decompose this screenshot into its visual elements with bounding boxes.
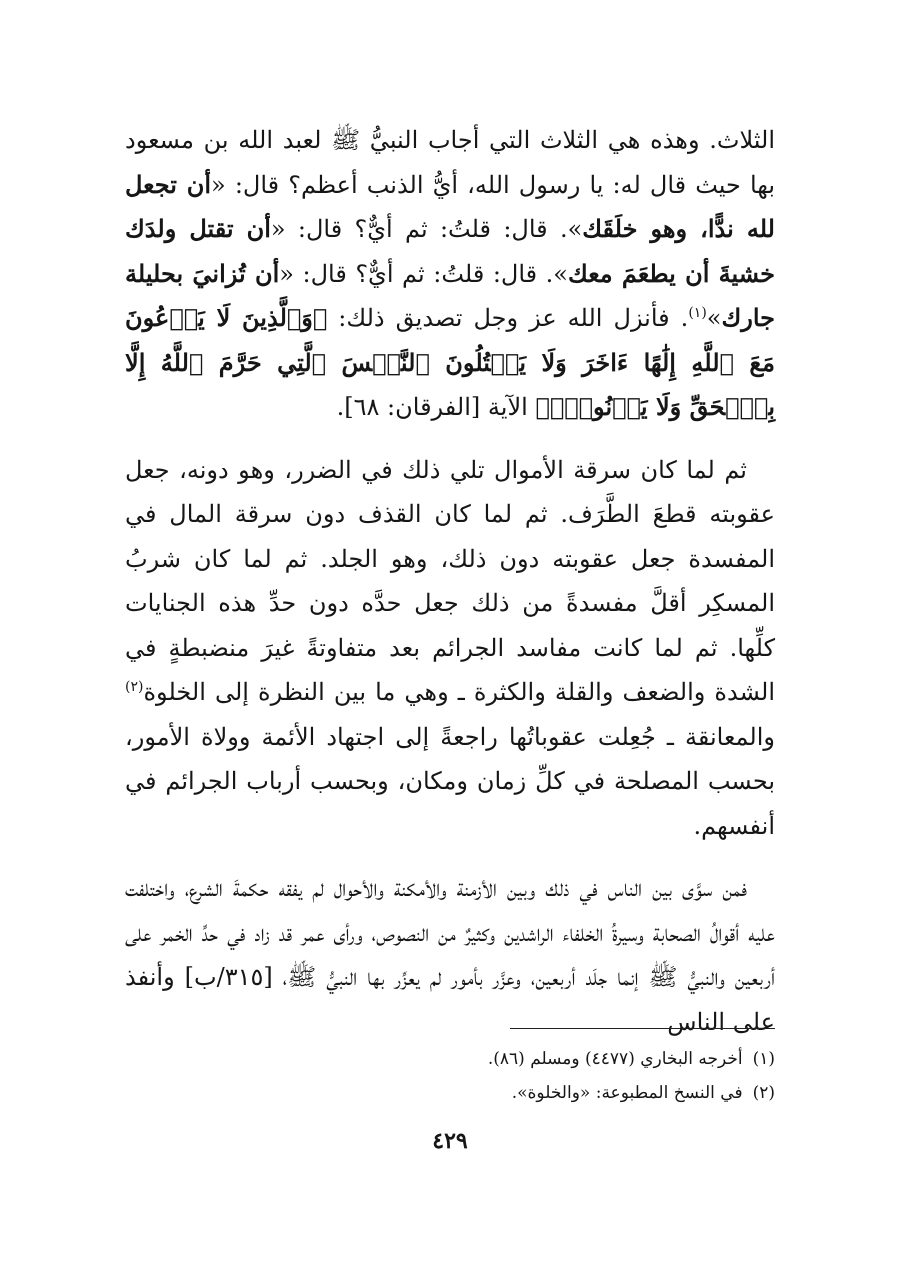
text-run: . فأنزل الله عز وجل تصديق ذلك:: [327, 304, 689, 332]
footnote-divider: [510, 1028, 775, 1029]
footnotes: [125, 1042, 775, 1110]
footnote-2: [125, 1076, 775, 1110]
footnote-text: أخرجه البخاري (٤٤٧٧) ومسلم (٨٦).: [487, 1049, 743, 1069]
hadith-quote-2: أن تقتل ولدَك خشيةَ أن يطعَمَ معك: [125, 214, 776, 288]
text-run: فمن سوَّى بين الناس في ذلك وبين الأزمنة والأمكنة والأحوال لم يفقه حكمةَ الشرع، واختلفت عليه أقوالُ الصحابة وسيرةُ الخلفاء الراشدين وكثيرٌ من النصوص، ورأى عمر قد زاد في حدِّ الخمر على أربعين والنبيُّ ﷺ إنما جلَد أربعين، وعزَّر بأمور لم يعزِّر بها النبيُّ ﷺ، [٣١٥/ب] وأنفذ على الناس: [125, 874, 775, 1036]
text-run: والمعانقة ـ جُعِلت عقوباتُها راجعةً إلى اجتهاد الأئمة وولاة الأمور، بحسب المصلحة في كلِّ زمان ومكان، وبحسب أرباب الجرائم في أنفسهم.: [125, 722, 776, 840]
verse-citation: الآية [الفرقان: ٦٨].: [336, 393, 536, 421]
footnote-ref-1: (١): [688, 305, 707, 321]
text-run: ». قال: قلتُ: ثم أيٌّ؟ قال: «: [279, 259, 568, 288]
text-run: الثلاث. وهذه هي الثلاث التي أجاب النبيُّ ﷺ لعبد الله بن مسعود بها حيث قال له: يا رسول الله، أيُّ الذنب أعظم؟ قال: «: [125, 126, 776, 199]
hadith-quote-1: أن تجعل لله ندًّا، وهو خلَقَك: [125, 169, 775, 243]
hadith-quote-3: أن تُزانيَ بحليلة جارك: [125, 258, 775, 332]
footnote-number: (١): [752, 1049, 775, 1069]
footnote-ref-2: (٢): [125, 679, 144, 695]
page-body: [125, 118, 775, 1044]
footnote-1: [125, 1042, 775, 1076]
footnote-text: في النسخ المطبوعة: «والخلوة».: [511, 1083, 743, 1103]
text-run: »: [706, 304, 722, 332]
paragraph-1: [125, 118, 775, 430]
page-number: ٤٢٩: [432, 1128, 468, 1154]
text-run: ثم لما كان سرقة الأموال تلي ذلك في الضرر، وهو دونه، جعل عقوبته قطعَ الطَّرَف. ثم لما كان القذف دون سرقة المال في المفسدة جعل عقوبته دون ذلك، وهو الجلد. ثم لما كان شربُ المسكِر أقلَّ مفسدةً من ذلك جعل حدَّه دون حدِّ هذه الجنايات كلِّها. ثم لما كانت مفاسد الجرائم بعد متفاوتةً غيرَ منضبطةٍ في الشدة والضعف والقلة والكثرة ـ وهي ما بين النظرة إلى الخلوة: [125, 455, 776, 706]
footnote-number: (٢): [752, 1083, 775, 1103]
quran-verse: ﴿وَٱلَّذِينَ لَا يَدۡعُونَ مَعَ ٱللَّهِ إِلَٰهًا ءَاخَرَ وَلَا يَقۡتُلُونَ ٱلنَّفۡسَ ٱلَّتِي حَرَّمَ ٱللَّهُ إِلَّا بِٱلۡحَقِّ وَلَا يَزۡنُونَۚ﴾: [125, 303, 775, 421]
text-run: ». قال: قلتُ: ثم أيٌّ؟ قال: «: [270, 215, 583, 243]
paragraph-3: [125, 866, 775, 1044]
paragraph-2: [125, 448, 775, 849]
